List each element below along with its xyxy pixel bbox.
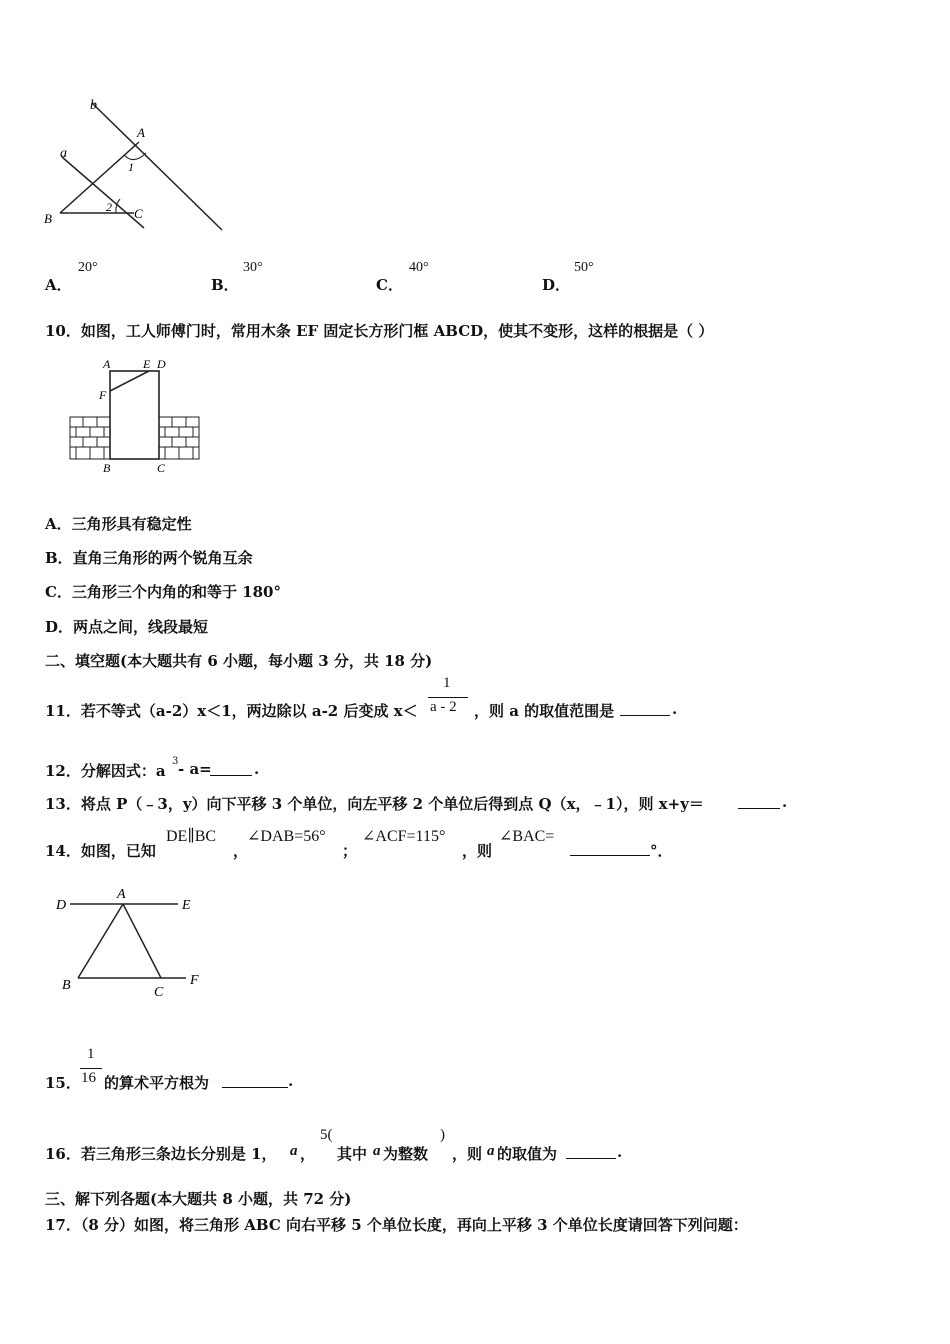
q16-five: 5( (320, 1127, 333, 1143)
line-AB (78, 904, 123, 978)
q15-text-after: 的算术平方根为 (104, 1074, 210, 1092)
q15-frac-den: 16 (81, 1070, 96, 1086)
q14-condition-acf: ∠ACF=115° (362, 828, 446, 845)
q14-condition-parallel: DE∥BC (166, 828, 217, 845)
angle-arc-1 (124, 153, 146, 160)
label-a: a (60, 146, 67, 161)
q16-comma: ， (300, 1145, 316, 1163)
line-AC (123, 904, 161, 978)
tri-label-B: B (62, 978, 71, 993)
tri-label-C: C (154, 985, 164, 1000)
door-label-A: A (103, 357, 111, 371)
q16-paren-var: a (373, 1143, 381, 1159)
door-label-E: E (143, 357, 151, 371)
door-label-B: B (103, 461, 111, 475)
q13-text: 13．将点 P（﹣3，y）向下平移 3 个单位，向左平移 2 个单位后得到点 Q（x，﹣1），则 x+y＝ (45, 795, 704, 813)
door-label-F: F (99, 388, 107, 402)
tri-label-E: E (182, 898, 191, 913)
figure-q9 (40, 95, 240, 240)
q14-sep-2: ； (342, 842, 358, 860)
q15-answer-blank[interactable] (222, 1073, 288, 1088)
question-17-stem: 17．（8 分）如图，将三角形 ABC 向右平移 5 个单位长度，再向上平移 3 个单位长度请回答下列问题： (45, 1216, 748, 1234)
q14-sep-1: ， (233, 842, 249, 860)
q16-close-paren: ) (440, 1127, 445, 1143)
door-label-D: D (157, 357, 166, 371)
q11-frac-den: a - 2 (430, 699, 457, 715)
q14-ask: ∠BAC= (499, 828, 555, 845)
q16-after-2: 的取值为 (497, 1145, 558, 1163)
option-letter: C． (376, 276, 403, 294)
q11-text-before: 11．若不等式（a-2）x＜1，两边除以 a-2 后变成 x＜ (45, 702, 418, 720)
section-3-title: 三、解下列各题(本大题共 8 小题，共 72 分) (45, 1190, 352, 1208)
q14-answer-blank[interactable] (570, 841, 650, 856)
q12-end: . (254, 760, 260, 778)
q11-end: . (672, 700, 678, 718)
q10-option-d: D．两点之间，线段最短 (45, 618, 209, 636)
q16-after-1: ，则 (452, 1145, 483, 1163)
option-letter: D． (542, 276, 571, 294)
figure-q14 (50, 882, 210, 1002)
figure-q10-door (65, 355, 205, 480)
q15-end: . (288, 1072, 294, 1090)
tri-label-D: D (56, 898, 67, 913)
section-2-title: 二、填空题(本大题共有 6 小题，每小题 3 分，共 18 分) (45, 652, 433, 670)
option-letter: A． (45, 276, 72, 294)
q16-paren-text-2: 为整数 (383, 1145, 429, 1163)
q11-frac-bar (428, 697, 468, 698)
q12-text-after: - a= (178, 760, 212, 778)
q16-paren-text-1: 其中 (337, 1145, 368, 1163)
q11-answer-blank[interactable] (620, 701, 670, 716)
q14-mid: ，则 (462, 842, 493, 860)
question-10-stem: 10．如图，工人师傅门时，常用木条 EF 固定长方形门框 ABCD，使其不变形，这样的根据是（ ） (45, 322, 714, 340)
q11-frac-num: 1 (443, 675, 451, 691)
q16-after-var: a (487, 1143, 495, 1159)
option-value: 50° (574, 260, 594, 275)
tri-label-A: A (117, 887, 126, 902)
q15-frac-num: 1 (87, 1046, 95, 1062)
option-value: 30° (243, 260, 263, 275)
option-letter: B． (211, 276, 239, 294)
q14-end: °． (650, 842, 673, 860)
q16-answer-blank[interactable] (566, 1144, 616, 1159)
label-C: C (134, 206, 143, 221)
tri-label-F: F (190, 973, 199, 988)
door-label-C: C (157, 461, 166, 475)
q10-option-b: B．直角三角形的两个锐角互余 (45, 549, 253, 567)
q14-text-before: 14．如图，已知 (45, 842, 156, 860)
q12-exponent: 3 (172, 756, 179, 767)
door-frame-ABCD (110, 371, 159, 459)
q16-end: . (617, 1143, 623, 1161)
q13-answer-blank[interactable] (738, 794, 780, 809)
option-value: 40° (409, 260, 429, 275)
label-angle-2: 2 (106, 200, 112, 214)
label-angle-1: 1 (128, 160, 134, 174)
line-AB (60, 142, 139, 213)
q14-condition-dab: ∠DAB=56° (247, 828, 326, 845)
q13-end: . (782, 793, 788, 811)
q12-answer-blank[interactable] (210, 761, 252, 776)
option-value: 20° (78, 260, 98, 275)
brick-wall-right (159, 417, 199, 459)
label-B: B (44, 211, 52, 226)
q11-text-after: ，则 a 的取值范围是 (474, 702, 615, 720)
q10-option-a: A．三角形具有稳定性 (45, 515, 192, 533)
label-A: A (137, 125, 145, 140)
q10-option-c: C．三角形三个内角的和等于 180° (45, 583, 281, 601)
q16-text-before: 16．若三角形三条边长分别是 1， (45, 1145, 277, 1163)
brick-wall-left (70, 417, 110, 459)
label-b: b (90, 98, 97, 113)
q15-frac-bar (80, 1068, 102, 1069)
q15-num: 15． (45, 1074, 81, 1092)
q12-text-before: 12．分解因式：a (45, 762, 166, 780)
q16-var-a: a (290, 1143, 298, 1159)
